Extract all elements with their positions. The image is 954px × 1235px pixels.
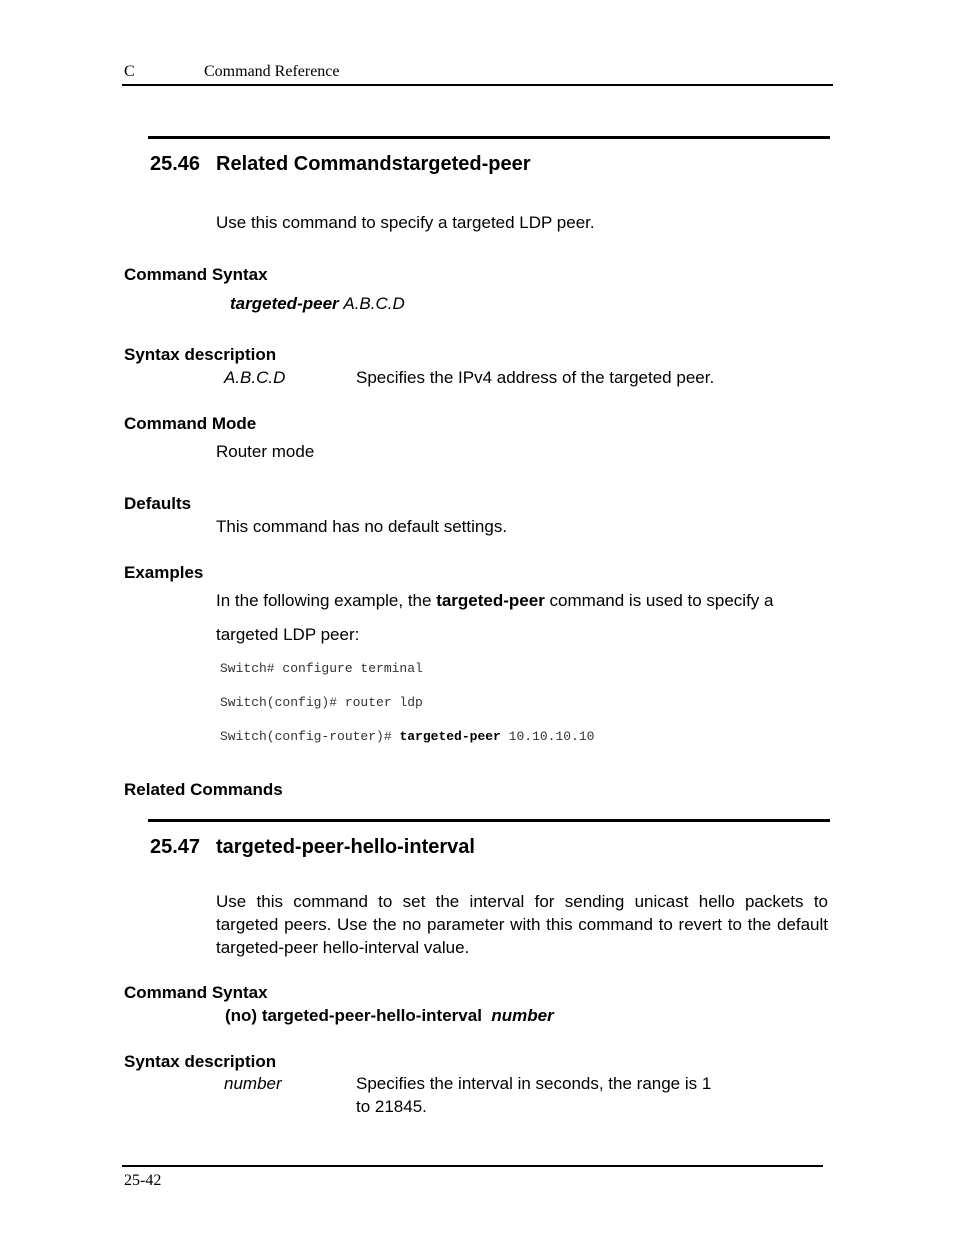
chapter-letter: C: [124, 63, 135, 80]
section-number: 25.47: [150, 836, 201, 858]
syntax-command: targeted-peer: [230, 294, 339, 313]
command-syntax: [225, 1006, 554, 1026]
section-rule: [148, 819, 830, 822]
param-name: [224, 368, 285, 388]
param-description-line2: to 21845.: [356, 1097, 427, 1116]
command-syntax-label: Command Syntax: [124, 983, 268, 1002]
command-syntax-label: Command Syntax: [124, 265, 268, 284]
header-rule: [122, 84, 833, 86]
code-line-3: [220, 729, 594, 744]
syntax-description-label: Syntax description: [124, 345, 277, 364]
section-heading: [150, 153, 531, 176]
related-commands-label: Related Commands: [124, 780, 283, 799]
code-prompt: Switch(config-router)#: [220, 729, 400, 744]
defaults-value: This command has no default settings.: [216, 517, 508, 536]
example-intro: [216, 591, 774, 611]
param-name-text: A.B.C.D: [224, 368, 286, 387]
command-mode-label: Command Mode: [124, 414, 257, 433]
syntax-argument: A.B.C.D: [343, 294, 405, 313]
section-rule: [148, 136, 830, 139]
command-syntax: [230, 294, 405, 314]
syntax-command: (no) targeted-peer-hello-interval: [225, 1006, 482, 1025]
section-number: 25.46: [150, 153, 201, 175]
section-heading: [150, 836, 475, 859]
example-intro-command: targeted-peer: [436, 591, 545, 610]
page-number: 25-42: [124, 1172, 162, 1189]
code-command: targeted-peer: [399, 729, 501, 744]
param-name: [224, 1074, 282, 1094]
syntax-description-label: Syntax description: [124, 1052, 277, 1071]
code-argument: 10.10.10.10: [500, 729, 595, 744]
defaults-label: Defaults: [124, 494, 192, 513]
section-intro: Use this command to specify a targeted LDP peer.: [216, 213, 595, 232]
footer-rule: [122, 1165, 823, 1167]
example-intro-line2: targeted LDP peer:: [216, 625, 360, 644]
examples-label: Examples: [124, 563, 204, 582]
param-name-text: number: [224, 1074, 282, 1093]
code-line-2: Switch(config)# router ldp: [220, 695, 423, 710]
code-line-1: Switch# configure terminal: [220, 661, 423, 676]
param-description: Specifies the IPv4 address of the targeted peer.: [356, 368, 715, 387]
command-mode-value: Router mode: [216, 442, 315, 461]
section-title: targeted-peer-hello-interval: [216, 836, 475, 858]
syntax-argument: number: [491, 1006, 554, 1025]
section-intro: Use this command to set the interval for sending unicast hello packets to targeted peers. Use the no parameter with this command to revert to the default targeted-peer hello-interval value.: [216, 892, 828, 957]
param-description-line1: Specifies the interval in seconds, the range is 1: [356, 1074, 712, 1093]
section-title: Related Commandstargeted-peer: [216, 153, 531, 175]
header-title: Command Reference: [204, 63, 340, 80]
example-intro-post: command is used to specify a: [544, 591, 774, 610]
example-intro-pre: In the following example, the: [216, 591, 437, 610]
